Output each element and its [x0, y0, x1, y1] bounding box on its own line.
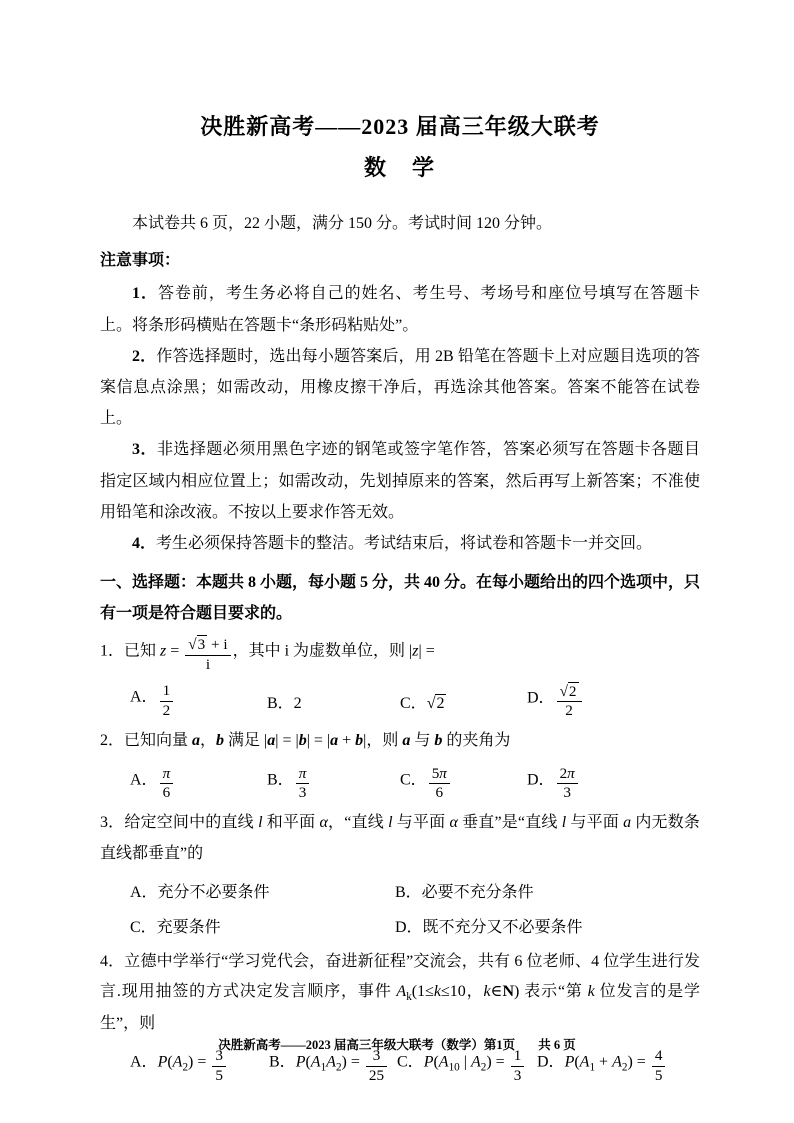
question-4-option-b: B．$P(A_1A_2)$ = $\frac{3}{25}$	[269, 1047, 397, 1084]
question-1-options	[130, 682, 700, 720]
notice-number: 3．	[132, 441, 157, 459]
notice-item-3	[100, 434, 700, 528]
question-4-option-a: A．$P(A_2)$ = $\frac{3}{5}$	[130, 1047, 269, 1084]
question-2-option-d: D． $\frac{2\pi}{3}$	[527, 765, 700, 802]
section-choice-heading: 一、选择题：本题共 8 小题，每小题 5 分，共 40 分。在每小题给出的四个选项中，只有一项是符合题目要求的。	[100, 574, 701, 623]
page-content	[100, 110, 700, 1091]
question-3-option-a: A．充分不必要条件	[130, 884, 270, 902]
notice-number: 1．	[132, 285, 158, 303]
exam-intro: 本试卷共 6 页，22 小题，满分 150 分。考试时间 120 分钟。	[132, 215, 553, 232]
notice-text: 答卷前，考生务必将自己的姓名、考生号、考场号和座位号填写在答题卡上。将条形码横贴在答题卡“条形码粘贴处”。	[100, 285, 700, 334]
question-1-option-a: A． $\frac{1}{2}$	[130, 682, 267, 719]
question-3	[100, 808, 700, 937]
question-2-option-c: C． $\frac{5\pi}{6}$	[400, 765, 527, 802]
fraction: $\frac{1}{2}$	[160, 682, 174, 719]
exam-title: 决胜新高考——2023 届高三年级大联考	[200, 114, 600, 139]
notice-text: 非选择题必须用黑色字迹的钢笔或签字笔作答，答案必须写在答题卡各题目指定区域内相应位置上；如需改动，先划掉原来的答案，然后再写上新答案；不准使用铅笔和涂改液。不按以上要求作答无效。	[100, 441, 700, 521]
question-3-option-c: C．充要条件	[130, 919, 221, 937]
sqrt-radical: √2	[559, 682, 577, 700]
notice-item-1	[100, 278, 700, 340]
question-4-option-d: D．$P(A_1 + A_2)$ = $\frac{4}{5}$	[537, 1047, 700, 1084]
exam-subject: 数 学	[363, 155, 436, 180]
question-2-stem: 2．已知向量 a，b 满足 |a| = |b| = |a + b|，则 a 与 b 的夹角为	[100, 732, 511, 750]
question-3-options	[130, 879, 700, 937]
fraction: $\frac{\pi}{6}$	[160, 765, 174, 802]
fraction: $\frac{3}{5}$	[212, 1047, 226, 1084]
question-4-stem: 4．立德中学举行“学习党代会，奋进新征程”交流会，共有 6 位老师、4 位学生进行发言.现用抽签的方式决定发言顺序，事件 $A_k(1\le k\le 10$，k∈N) 表示“第 k 位发言的是学生”，则	[100, 953, 700, 1032]
fraction: $\frac{1}{3}$	[511, 1047, 525, 1084]
sqrt-radical: √2	[426, 694, 445, 712]
notice-number: 2．	[132, 347, 157, 365]
question-3-option-b: B．必要不充分条件	[395, 884, 534, 902]
fraction: $\frac{\pi}{3}$	[296, 765, 310, 802]
question-4	[100, 947, 700, 1085]
page-footer	[0, 1035, 794, 1053]
fraction: $\frac{4}{5}$	[652, 1047, 666, 1084]
fraction: $\frac{√3 + i}{i}$	[185, 635, 230, 673]
fraction: $\frac{2\pi}{3}$	[557, 765, 578, 802]
footer-title-page: 决胜新高考——2023 届高三年级大联考（数学）第1页	[218, 1038, 516, 1052]
question-2-option-a: A． $\frac{\pi}{6}$	[130, 765, 267, 802]
question-1-option-c: C．√2	[400, 694, 445, 712]
question-2-options	[130, 765, 700, 802]
notice-item-2	[100, 341, 700, 435]
notice-number: 4．	[132, 534, 157, 552]
footer-total-pages: 共 6 页	[538, 1038, 576, 1052]
question-4-option-c: C．$P(A_{10}$ | $A_2$) = $\frac{1}{3}$	[397, 1047, 537, 1084]
question-2-option-b: B． $\frac{\pi}{3}$	[267, 765, 400, 802]
sqrt-radical: √3	[188, 636, 206, 654]
fraction: $\frac{3}{25}$	[366, 1047, 387, 1084]
question-1-stem: 1．已知 z = $\frac{√3 + i}{i}$ ，其中 i 为虚数单位，则 |z| =	[100, 636, 435, 673]
question-1	[100, 635, 700, 720]
question-3-stem: 3．给定空间中的直线 l 和平面 α，“直线 l 与平面 α 垂直”是“直线 l 与平面 a 内无数条直线都垂直”的	[100, 814, 700, 862]
question-1-option-d: D． $\frac{√2}{2}$	[527, 682, 700, 720]
fraction: $\frac{5\pi}{6}$	[429, 765, 450, 802]
notice-text: 考生必须保持答题卡的整洁。考试结束后，将试卷和答题卡一并交回。	[156, 534, 653, 552]
notice-text: 作答选择题时，选出每小题答案后，用 2B 铅笔在答题卡上对应题目选项的答案信息点涂黑；如需改动，用橡皮擦干净后，再选涂其他答案。答案不能答在试卷上。	[100, 347, 700, 428]
fraction: $\frac{√2}{2}$	[557, 682, 582, 720]
question-1-option-b: B．2	[267, 694, 302, 712]
question-3-option-d: D．既不充分又不必要条件	[395, 919, 583, 937]
question-2	[100, 726, 700, 802]
notice-heading: 注意事项：	[100, 252, 181, 270]
notice-item-4	[100, 528, 700, 559]
